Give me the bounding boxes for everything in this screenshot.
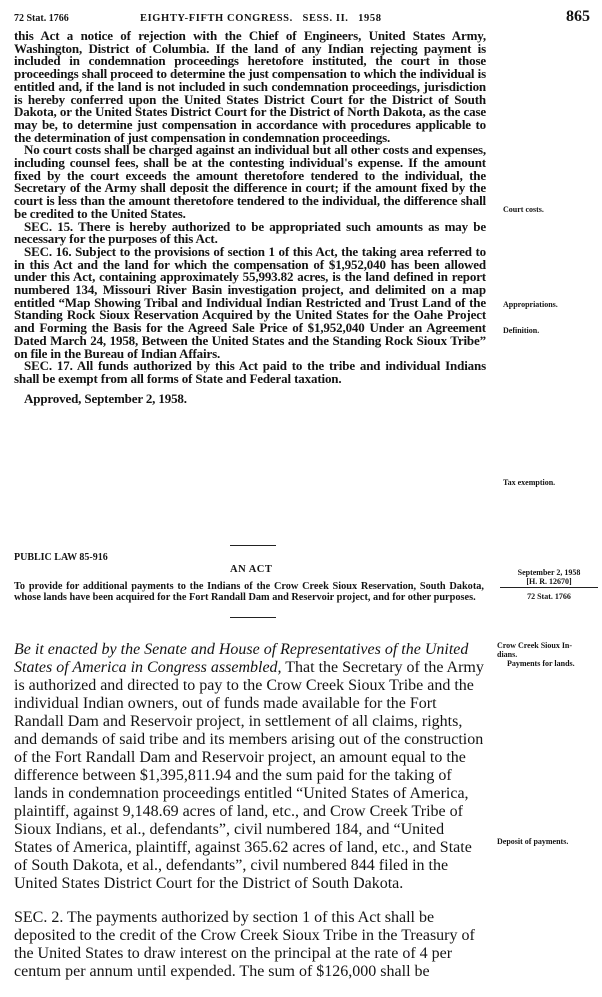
- margin-date: September 2, 1958: [517, 568, 581, 577]
- margin-crow-creek-line-2: dians.: [497, 650, 518, 659]
- section-1-text: That the Secretary of the Army is authorized and directed to pay to the Crow Creek Sioux Tribe and the individual Indian owners, out of funds made available for the Fort Randall Dam and Reservoir project, in settlement of all claims, rights, and demands of said tribe and its members arising out of the construction of the Fort Randall Dam and Reservoir project, an amount equal to the difference between $1,395,811.94 and the sum paid for the taking of lands in condemnation proceedings entitled “United States of America, plaintiff, against 9,148.69 acres of land, etc., and Crow Creek Tribe of Sioux Indians, et al., defendants”, civil numbered 184, and “United States of America, plaintiff, against 365.62 acres of land, etc., and State of South Dakota, et al., defendants”, civil numbered 844 filed in the United States District Court for the District of South Dakota.: [14, 659, 484, 892]
- margin-note-crow-creek: [497, 641, 575, 668]
- page-header: [14, 8, 592, 30]
- margin-stat: 72 Stat. 1766: [527, 592, 571, 601]
- margin-note-definition: Definition.: [503, 326, 540, 335]
- paragraph-section-1: [14, 641, 486, 893]
- margin-bill-number: [H. R. 12670]: [526, 577, 572, 586]
- margin-note-tax-exemption: Tax exemption.: [503, 478, 556, 487]
- statute-citation: 72 Stat. 1766: [14, 13, 69, 24]
- paragraph-sec-17: SEC. 17. All funds authorized by this Act paid to the tribe and individual Indians shall be exempt from all forms of State and Federal taxation.: [14, 358, 486, 386]
- running-head: EIGHTY-FIFTH CONGRESS. SESS. II. 1958: [140, 13, 382, 24]
- act-purpose: To provide for additional payments to the Indians of the Crow Creek Sioux Reservation, South Dakota, whose lands have been acquired for the Fort Randall Dam and Reservoir project, and for other purposes.: [14, 581, 484, 603]
- margin-payments-for-lands: Payments for lands.: [507, 659, 575, 668]
- purpose-divider: [230, 617, 276, 618]
- paragraph-section-2: SEC. 2. The payments authorized by section 1 of this Act shall be deposited to the credit of the Crow Creek Sioux Tribe in the Treasury of the United States to draw interest on the principal at the rate of 4 per centum per annum until expended. The sum of $126,000 shall be: [14, 909, 475, 980]
- margin-crow-creek-line-1: Crow Creek Sioux In-: [497, 641, 573, 650]
- approval-line: Approved, September 2, 1958.: [24, 390, 187, 406]
- page-number: 865: [566, 8, 590, 25]
- main-text-column: [14, 30, 486, 405]
- margin-note-deposit: Deposit of payments.: [497, 837, 569, 846]
- an-act-heading: AN ACT: [230, 564, 273, 575]
- second-act-text: [14, 625, 486, 997]
- margin-bill-box: [500, 568, 598, 601]
- paragraph-continuation: this Act a notice of rejection with the Chief of Engineers, United States Army, Washington, District of Columbia. If the land of any Indian rejecting payment is included in condemnation proceedings heretofore instituted, the court in those proceedings shall proceed to determine the just compensation to which the individual is entitled and, if the land is not included in such condemnation proceedings, jurisdiction is hereby conferred upon the United States District Court for the District of South Dakota, or the United States District Court for the District of North Dakota, as the case may be, to determine just compensation in accordance with procedures applicable to the determination of just compensation in condemnation proceedings.: [14, 28, 486, 145]
- margin-note-court-costs: Court costs.: [503, 205, 544, 214]
- paragraph-sec-16: SEC. 16. Subject to the provisions of section 1 of this Act, the taking area referred to in this Act and the land for which the compensation of $1,952,040 has been allowed under this Act, containing approximately 55,993.82 acres, is the land defined in report numbered 134, Missouri River Basin investigation project, and delimited on a map entitled “Map Showing Tribal and Individual Indian Restricted and Trust Land of the Standing Rock Sioux Reservation Acquired by the United States for the Oahe Project and Forming the Basis for the Agreed Sale Price of $1,952,040 Under an Agreement Dated March 24, 1958, Between the United States and the Standing Rock Sioux Tribe” on file in the Bureau of Indian Affairs.: [14, 243, 486, 361]
- public-law-number: PUBLIC LAW 85-916: [14, 552, 108, 563]
- enacting-clause: Be it enacted by the Senate and House of Representatives of the United States of America in Congress assembled,: [14, 641, 469, 676]
- paragraph-sec-15: SEC. 15. There is hereby authorized to be appropriated such amounts as may be necessary for the purposes of this Act.: [14, 218, 486, 247]
- section-divider: [230, 545, 276, 546]
- margin-note-appropriations: Appropriations.: [503, 300, 558, 309]
- paragraph-court-costs: No court costs shall be charged against an individual but all other costs and expenses, including counsel fees, shall be at the contesting individual's expense. If the amount fixed by the court exceeds the amount theretofore tendered to the individual, the Secretary of the Army shall deposit the difference in court; if the amount fixed by the court is less than the amount theretofore tendered to the individual, the difference shall be credited to the United States.: [14, 142, 486, 221]
- margin-date-block: [500, 568, 598, 588]
